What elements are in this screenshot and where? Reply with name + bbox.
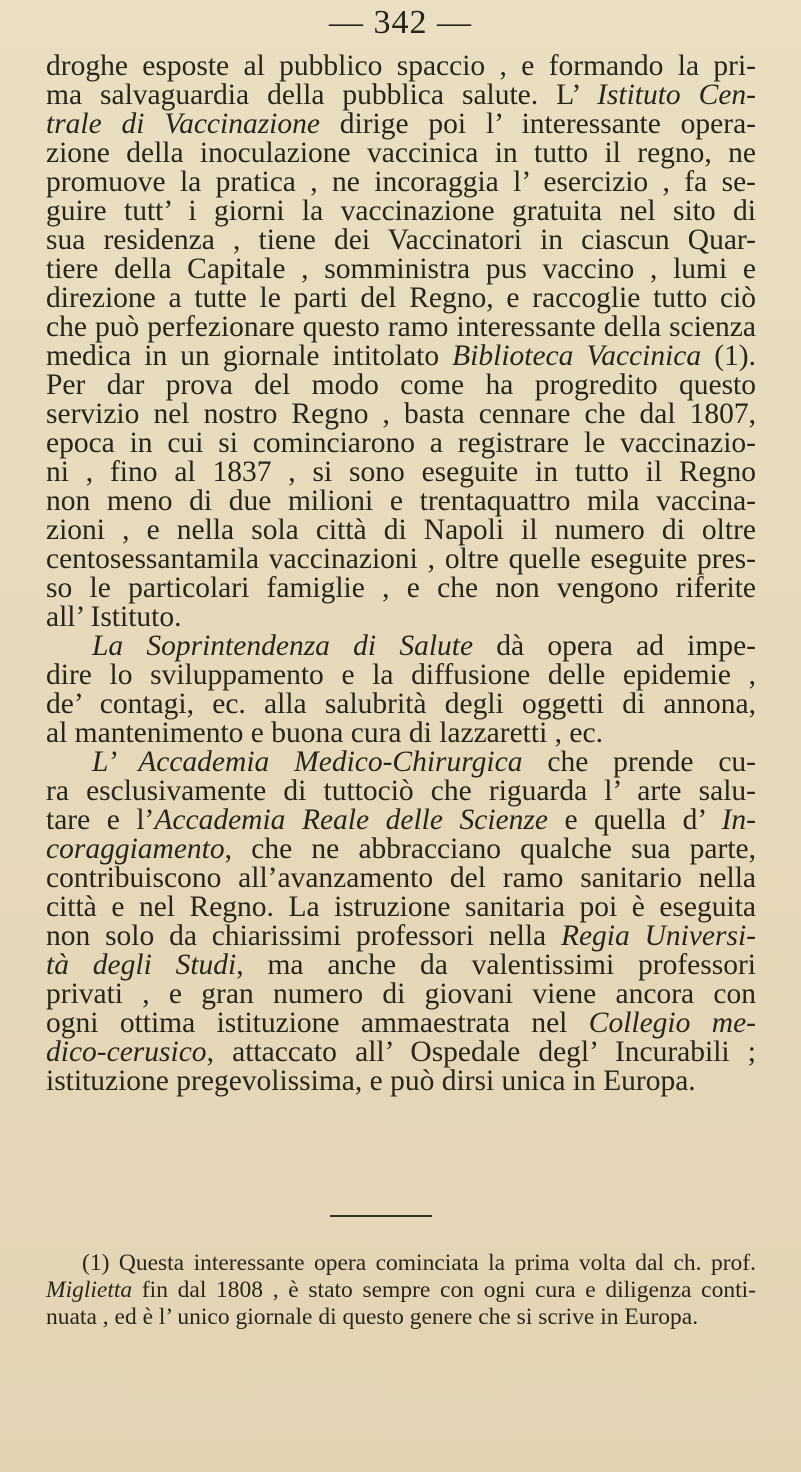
text-line: centosessantamila vaccinazioni , oltre quelle eseguite pres- <box>46 543 756 575</box>
text-line: contribuiscono all’avanzamento del ramo sanitario nella <box>46 862 756 894</box>
text-line: tà degli Studi, ma anche da valentissimi professori <box>46 949 756 981</box>
text-line: Per dar prova del modo come ha progredito questo <box>46 369 756 401</box>
italic-term: Vaccinazione <box>164 108 320 140</box>
italic-term: coraggiamento <box>46 833 225 865</box>
text-line: servizio nel nostro Regno , basta cennare che dal 1807, <box>46 398 756 430</box>
footnote-line: Miglietta fin dal 1808 , è stato sempre con ogni cura e diligenza conti- <box>46 1277 756 1303</box>
text-line: dico-cerusico, attaccato all’ Ospedale degl’ Incurabili ; <box>46 1036 756 1068</box>
italic-term: tà degli Studi <box>46 949 237 981</box>
italic-term: Regia Universi- <box>560 920 756 952</box>
text-line: dire lo sviluppamento e la diffusione delle epidemie , <box>46 659 756 691</box>
text-line: guire tutt’ i giorni la vaccinazione gratuita nel sito di <box>46 195 756 227</box>
text-line: ra esclusivamente di tuttociò che riguarda l’ arte salu- <box>46 775 756 807</box>
body-text <box>46 52 756 1096</box>
text-line: non solo da chiarissimi professori nella Regia Universi- <box>46 920 756 952</box>
footnote-line: (1) Questa interessante opera cominciata la prima volta dal ch. prof. <box>82 1250 756 1276</box>
text-line: epoca in cui si cominciarono a registrare le vaccinazio- <box>46 427 756 459</box>
footnote-separator <box>330 1215 432 1217</box>
italic-term: In- <box>721 804 756 836</box>
text-line: zioni , e nella sola città di Napoli il numero di oltre <box>46 514 756 546</box>
text-line: tare e l’Accademia Reale delle Scienze e quella d’ In- <box>46 804 756 836</box>
footnote-line: nuata , ed è l’ unico giornale di questo genere che si scrive in Europa. <box>46 1304 699 1330</box>
italic-term: Istituto Cen- <box>597 79 756 111</box>
footnote-ref: (1). <box>701 340 757 372</box>
text-line: sua residenza , tiene dei Vaccinatori in ciascun Quar- <box>46 224 756 256</box>
text-line: all’ Istituto. <box>46 601 182 633</box>
text-line: droghe esposte al pubblico spaccio , e formando la pri- <box>46 50 756 82</box>
text-line: so le particolari famiglie , e che non vengono riferite <box>46 572 756 604</box>
italic-term: trale di <box>46 108 165 140</box>
italic-term: Miglietta <box>46 1277 133 1303</box>
text-line: che può perfezionare questo ramo interessante della scienza <box>46 311 756 343</box>
italic-term: Accademia Reale delle Scienze <box>154 804 548 836</box>
text-line: ni , fino al 1837 , si sono eseguite in tutto il Regno <box>46 456 756 488</box>
text-line: coraggiamento, che ne abbracciano qualche sua parte, <box>46 833 756 865</box>
italic-term: Biblioteca Vaccinica <box>452 340 702 372</box>
text-line: medica in un giornale intitolato Biblioteca Vaccinica (1). <box>46 340 757 372</box>
text-line: zione della inoculazione vaccinica in tutto il regno, ne <box>46 137 756 169</box>
text-line: tiere della Capitale , somministra pus vaccino , lumi e <box>46 253 756 285</box>
text-line: L’ Accademia Medico-Chirurgica che prende cu- <box>92 746 756 778</box>
text-line: ma salvaguardia della pubblica salute. L’ Istituto Cen- <box>46 79 756 111</box>
text-line: privati , e gran numero di giovani viene ancora con <box>46 978 756 1010</box>
text-line: promuove la pratica , ne incoraggia l’ esercizio , fa se- <box>46 166 756 198</box>
page-number: — 342 — <box>329 4 472 41</box>
text-line: direzione a tutte le parti del Regno, e raccoglie tutto ciò <box>46 282 756 314</box>
text-line: città e nel Regno. La istruzione sanitaria poi è eseguita <box>46 891 756 923</box>
italic-term: La Soprintendenza di Salute <box>92 630 474 662</box>
text-line: non meno di due milioni e trentaquattro mila vaccina- <box>46 485 756 517</box>
text-line: ogni ottima istituzione ammaestrata nel Collegio me- <box>46 1007 756 1039</box>
text-line: trale di Vaccinazione dirige poi l’ interessante opera- <box>46 108 756 140</box>
italic-term: L’ Accademia Medico-Chirurgica <box>92 746 523 778</box>
text-line: La Soprintendenza di Salute dà opera ad impe- <box>92 630 756 662</box>
footnote <box>46 1250 756 1331</box>
italic-term: Collegio me- <box>588 1007 756 1039</box>
text-line: istituzione pregevolissima, e può dirsi unica in Europa. <box>46 1065 696 1097</box>
italic-term: dico-cerusico <box>46 1036 207 1068</box>
text-line: de’ contagi, ec. alla salubrità degli oggetti di annona, <box>46 688 756 720</box>
text-line: al mantenimento e buona cura di lazzaretti , ec. <box>46 717 603 749</box>
